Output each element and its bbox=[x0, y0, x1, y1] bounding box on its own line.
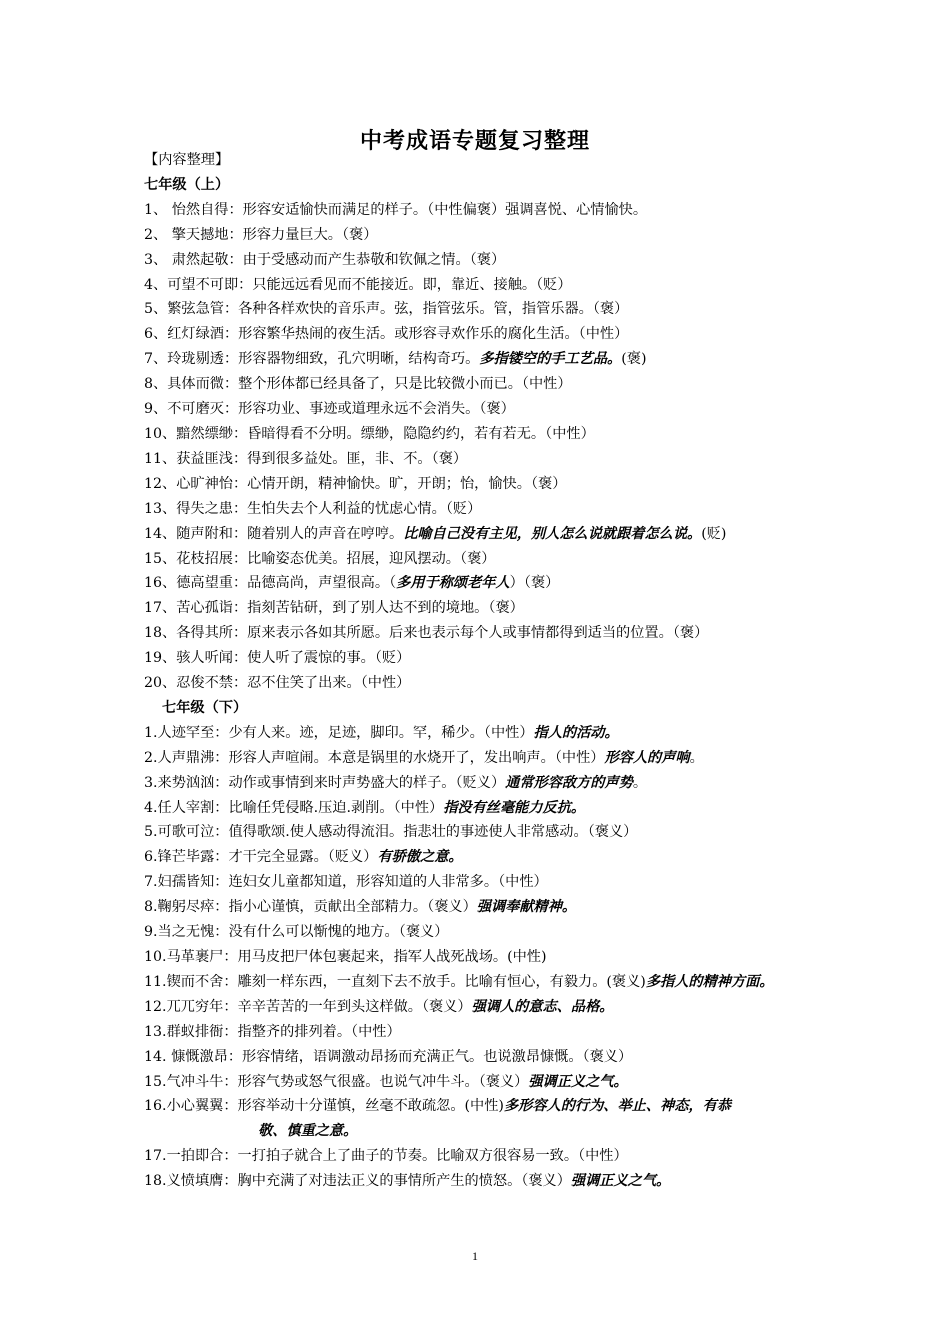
idiom-entry bbox=[144, 248, 814, 273]
entry-text: 3.来势汹汹：动作或事情到来时声势盛大的样子。（贬义） bbox=[144, 774, 506, 791]
entry-emphasis: 多指人的精神方面。 bbox=[645, 973, 774, 990]
idiom-entry bbox=[144, 820, 814, 845]
idiom-entry bbox=[144, 920, 814, 945]
entry-text: 6.锋芒毕露：才干完全显露。（贬义） bbox=[144, 849, 378, 866]
idiom-entry bbox=[144, 322, 814, 347]
entry-text: 5.可歌可泣：值得歌颂.使人感动得流泪。指悲壮的事迹使人非常感动。（褒义） bbox=[144, 824, 638, 841]
entry-text: 11、获益匪浅：得到很多益处。匪，非、不。（褒） bbox=[144, 450, 468, 467]
entry-text: 14、随声附和：随着别人的声音在哼哼。 bbox=[144, 525, 404, 542]
idiom-entry bbox=[144, 397, 814, 422]
entry-emphasis: 有骄傲之意。 bbox=[377, 849, 463, 866]
grade7-down-heading: 七年级（下） bbox=[162, 699, 248, 716]
idiom-entry bbox=[144, 845, 814, 870]
entry-emphasis: 指没有丝毫能力反抗。 bbox=[443, 799, 586, 816]
idiom-entry bbox=[144, 347, 814, 372]
entry-text: 10.马革裹尸：用马皮把尸体包裹起来，指军人战死战场。(中性) bbox=[144, 949, 547, 965]
idiom-entry bbox=[144, 621, 814, 646]
entry-text: 15.气冲斗牛：形容气势或怒气很盛。也说气冲牛斗。（褒义） bbox=[144, 1073, 529, 1090]
idiom-entry bbox=[144, 596, 814, 621]
idiom-entry bbox=[144, 422, 814, 447]
entry-text: 12、心旷神怡：心情开朗，精神愉快。旷，开朗；怡，愉快。（褒） bbox=[144, 475, 567, 492]
idiom-entry bbox=[144, 1169, 814, 1194]
entry-text: 18、各得其所：原来表示各如其所愿。后来也表示每个人或事情都得到适当的位置。（褒） bbox=[144, 625, 709, 642]
idiom-entry bbox=[144, 223, 814, 248]
idiom-entry bbox=[144, 547, 814, 572]
idiom-entry bbox=[144, 1045, 814, 1070]
entry-text: 15、花枝招展：比喻姿态优美。招展，迎风摆动。（褒） bbox=[144, 550, 496, 567]
idiom-entry bbox=[144, 771, 814, 796]
entry-emphasis: 比喻自己没有主见，别人怎么说就跟着怎么说。 bbox=[403, 525, 702, 542]
entry-text: 19、骇人听闻：使人听了震惊的事。（贬） bbox=[144, 650, 411, 667]
idiom-entry bbox=[144, 497, 814, 522]
entry-emphasis: 强调正义之气。 bbox=[570, 1173, 671, 1190]
idiom-entry bbox=[144, 1094, 814, 1119]
idiom-entry bbox=[144, 372, 814, 397]
entry-text: 10、黯然缥缈：昏暗得看不分明。缥缈，隐隐约约，若有若无。（中性） bbox=[144, 425, 595, 442]
entry-text: 7、玲珑剔透：形容器物细致，孔穴明晰，结构奇巧。 bbox=[144, 351, 480, 368]
content-body bbox=[144, 148, 814, 1194]
entry-text: 2、 擎天撼地：形容力量巨大。（褒） bbox=[144, 226, 378, 243]
entry-emphasis: 形容人的声响 bbox=[604, 749, 690, 766]
entry-text: 18.义愤填膺：胸中充满了对违法正义的事情所产生的愤怒。（褒义） bbox=[144, 1173, 571, 1190]
idiom-entry bbox=[144, 721, 814, 746]
entry-emphasis-continued: 敬、慎重之意。 bbox=[258, 1123, 358, 1140]
grade7-up-heading: 七年级（上） bbox=[144, 176, 230, 193]
idiom-entry bbox=[144, 746, 814, 771]
entry-text: 8、具体而微：整个形体都已经具备了，只是比较微小而已。（中性） bbox=[144, 376, 572, 393]
idiom-entry bbox=[144, 447, 814, 472]
entry-text: 12.兀兀穷年：辛辛苦苦的一年到头这样做。（褒义） bbox=[144, 998, 472, 1015]
entry-tail: ）（褒） bbox=[509, 575, 560, 592]
entry-text: 13.群蚁排衙：指整齐的排列着。（中性） bbox=[144, 1023, 401, 1040]
idiom-entry bbox=[144, 522, 814, 547]
entry-emphasis: 强调奉献精神。 bbox=[476, 899, 577, 916]
entry-emphasis: 强调人的意志、品格。 bbox=[471, 998, 614, 1015]
idiom-entry bbox=[144, 895, 814, 920]
entry-text: 13、得失之患：生怕失去个人利益的忧虑心情。（贬） bbox=[144, 500, 482, 517]
entry-tail: (褒) bbox=[621, 351, 647, 368]
grade7-up-list bbox=[144, 198, 814, 696]
entry-text: 8.鞠躬尽瘁：指小心谨慎，贡献出全部精力。（褒义） bbox=[144, 899, 477, 916]
idiom-entry bbox=[144, 646, 814, 671]
entry-emphasis: 通常形容敌方的声势 bbox=[505, 774, 633, 791]
entry-text: 2.人声鼎沸：形容人声喧闹。本意是锅里的水烧开了，发出响声。（中性） bbox=[144, 749, 605, 766]
idiom-entry bbox=[144, 796, 814, 821]
entry-text: 16.小心翼翼：形容举动十分谨慎，丝毫不敢疏忽。(中性) bbox=[144, 1098, 504, 1115]
idiom-entry bbox=[144, 995, 814, 1020]
idiom-entry bbox=[144, 297, 814, 322]
entry-emphasis: 强调正义之气。 bbox=[528, 1073, 628, 1090]
idiom-entry bbox=[144, 198, 814, 223]
entry-text: 7.妇孺皆知：连妇女儿童都知道，形容知道的人非常多。（中性） bbox=[144, 874, 548, 891]
idiom-entry bbox=[144, 571, 814, 596]
idiom-entry bbox=[144, 472, 814, 497]
entry-text: 14. 慷慨激昂：形容情绪，语调激动昂扬而充满正气。也说激昂慷慨。（褒义） bbox=[144, 1048, 633, 1065]
entry-text: 17、苦心孤诣：指刻苦钻研，到了别人达不到的境地。（褒） bbox=[144, 600, 524, 617]
idiom-entry bbox=[144, 273, 814, 298]
entry-text: 17.一拍即合：一打拍子就合上了曲子的节奏。比喻双方很容易一致。（中性） bbox=[144, 1148, 628, 1165]
idiom-entry bbox=[144, 870, 814, 895]
idiom-entry bbox=[144, 1144, 814, 1169]
idiom-entry bbox=[144, 1070, 814, 1095]
entry-emphasis: 多形容人的行为、举止、神态，有恭 bbox=[503, 1098, 731, 1115]
entry-continuation bbox=[144, 1119, 814, 1144]
entry-emphasis: 多用于称颂老年人 bbox=[396, 575, 510, 592]
entry-text: 16、德高望重：品德高尚，声望很高。（ bbox=[144, 575, 397, 592]
entry-text: 4.任人宰割：比喻任凭侵略.压迫.剥削。（中性） bbox=[144, 799, 444, 816]
grade7-down-list bbox=[144, 721, 814, 1194]
entry-text: 4、可望不可即：只能远远看见而不能接近。即，靠近、接触。（贬） bbox=[144, 276, 572, 293]
idiom-entry bbox=[144, 1020, 814, 1045]
page-number: 1 bbox=[472, 1249, 478, 1263]
entry-tail: 。 bbox=[689, 749, 704, 766]
entry-text: 1、 怡然自得：形容安适愉快而满足的样子。（中性偏褒）强调喜悦、心情愉快。 bbox=[144, 201, 648, 218]
idiom-entry bbox=[144, 970, 814, 995]
page-title: 中考成语专题复习整理 bbox=[359, 129, 590, 154]
entry-tail: (贬) bbox=[701, 525, 727, 542]
entry-emphasis: 多指镂空的手工艺品。 bbox=[479, 351, 622, 368]
entry-emphasis: 指人的活动。 bbox=[533, 724, 619, 741]
idiom-entry bbox=[144, 671, 814, 696]
section-label: 【内容整理】 bbox=[144, 152, 230, 168]
idiom-entry bbox=[144, 945, 814, 970]
entry-text: 20、忍俊不禁：忍不住笑了出来。（中性） bbox=[144, 675, 411, 692]
entry-text: 9、不可磨灭：形容功业、事迹或道理永远不会消失。（褒） bbox=[144, 401, 515, 418]
entry-text: 11.锲而不舍：雕刻一样东西，一直刻下去不放手。比喻有恒心，有毅力。(褒义) bbox=[144, 973, 646, 990]
entry-text: 5、繁弦急管：各种各样欢快的音乐声。弦，指管弦乐。管，指管乐器。（褒） bbox=[144, 301, 629, 318]
entry-text: 1.人迹罕至：少有人来。迹，足迹，脚印。罕，稀少。（中性） bbox=[144, 724, 534, 741]
entry-text: 9.当之无愧：没有什么可以惭愧的地方。（褒义） bbox=[144, 924, 449, 941]
entry-tail: 。 bbox=[632, 774, 648, 791]
entry-text: 3、 肃然起敬：由于受感动而产生恭敬和钦佩之情。（褒） bbox=[144, 251, 506, 268]
entry-text: 6、红灯绿酒：形容繁华热闹的夜生活。或形容寻欢作乐的腐化生活。（中性） bbox=[144, 326, 629, 343]
